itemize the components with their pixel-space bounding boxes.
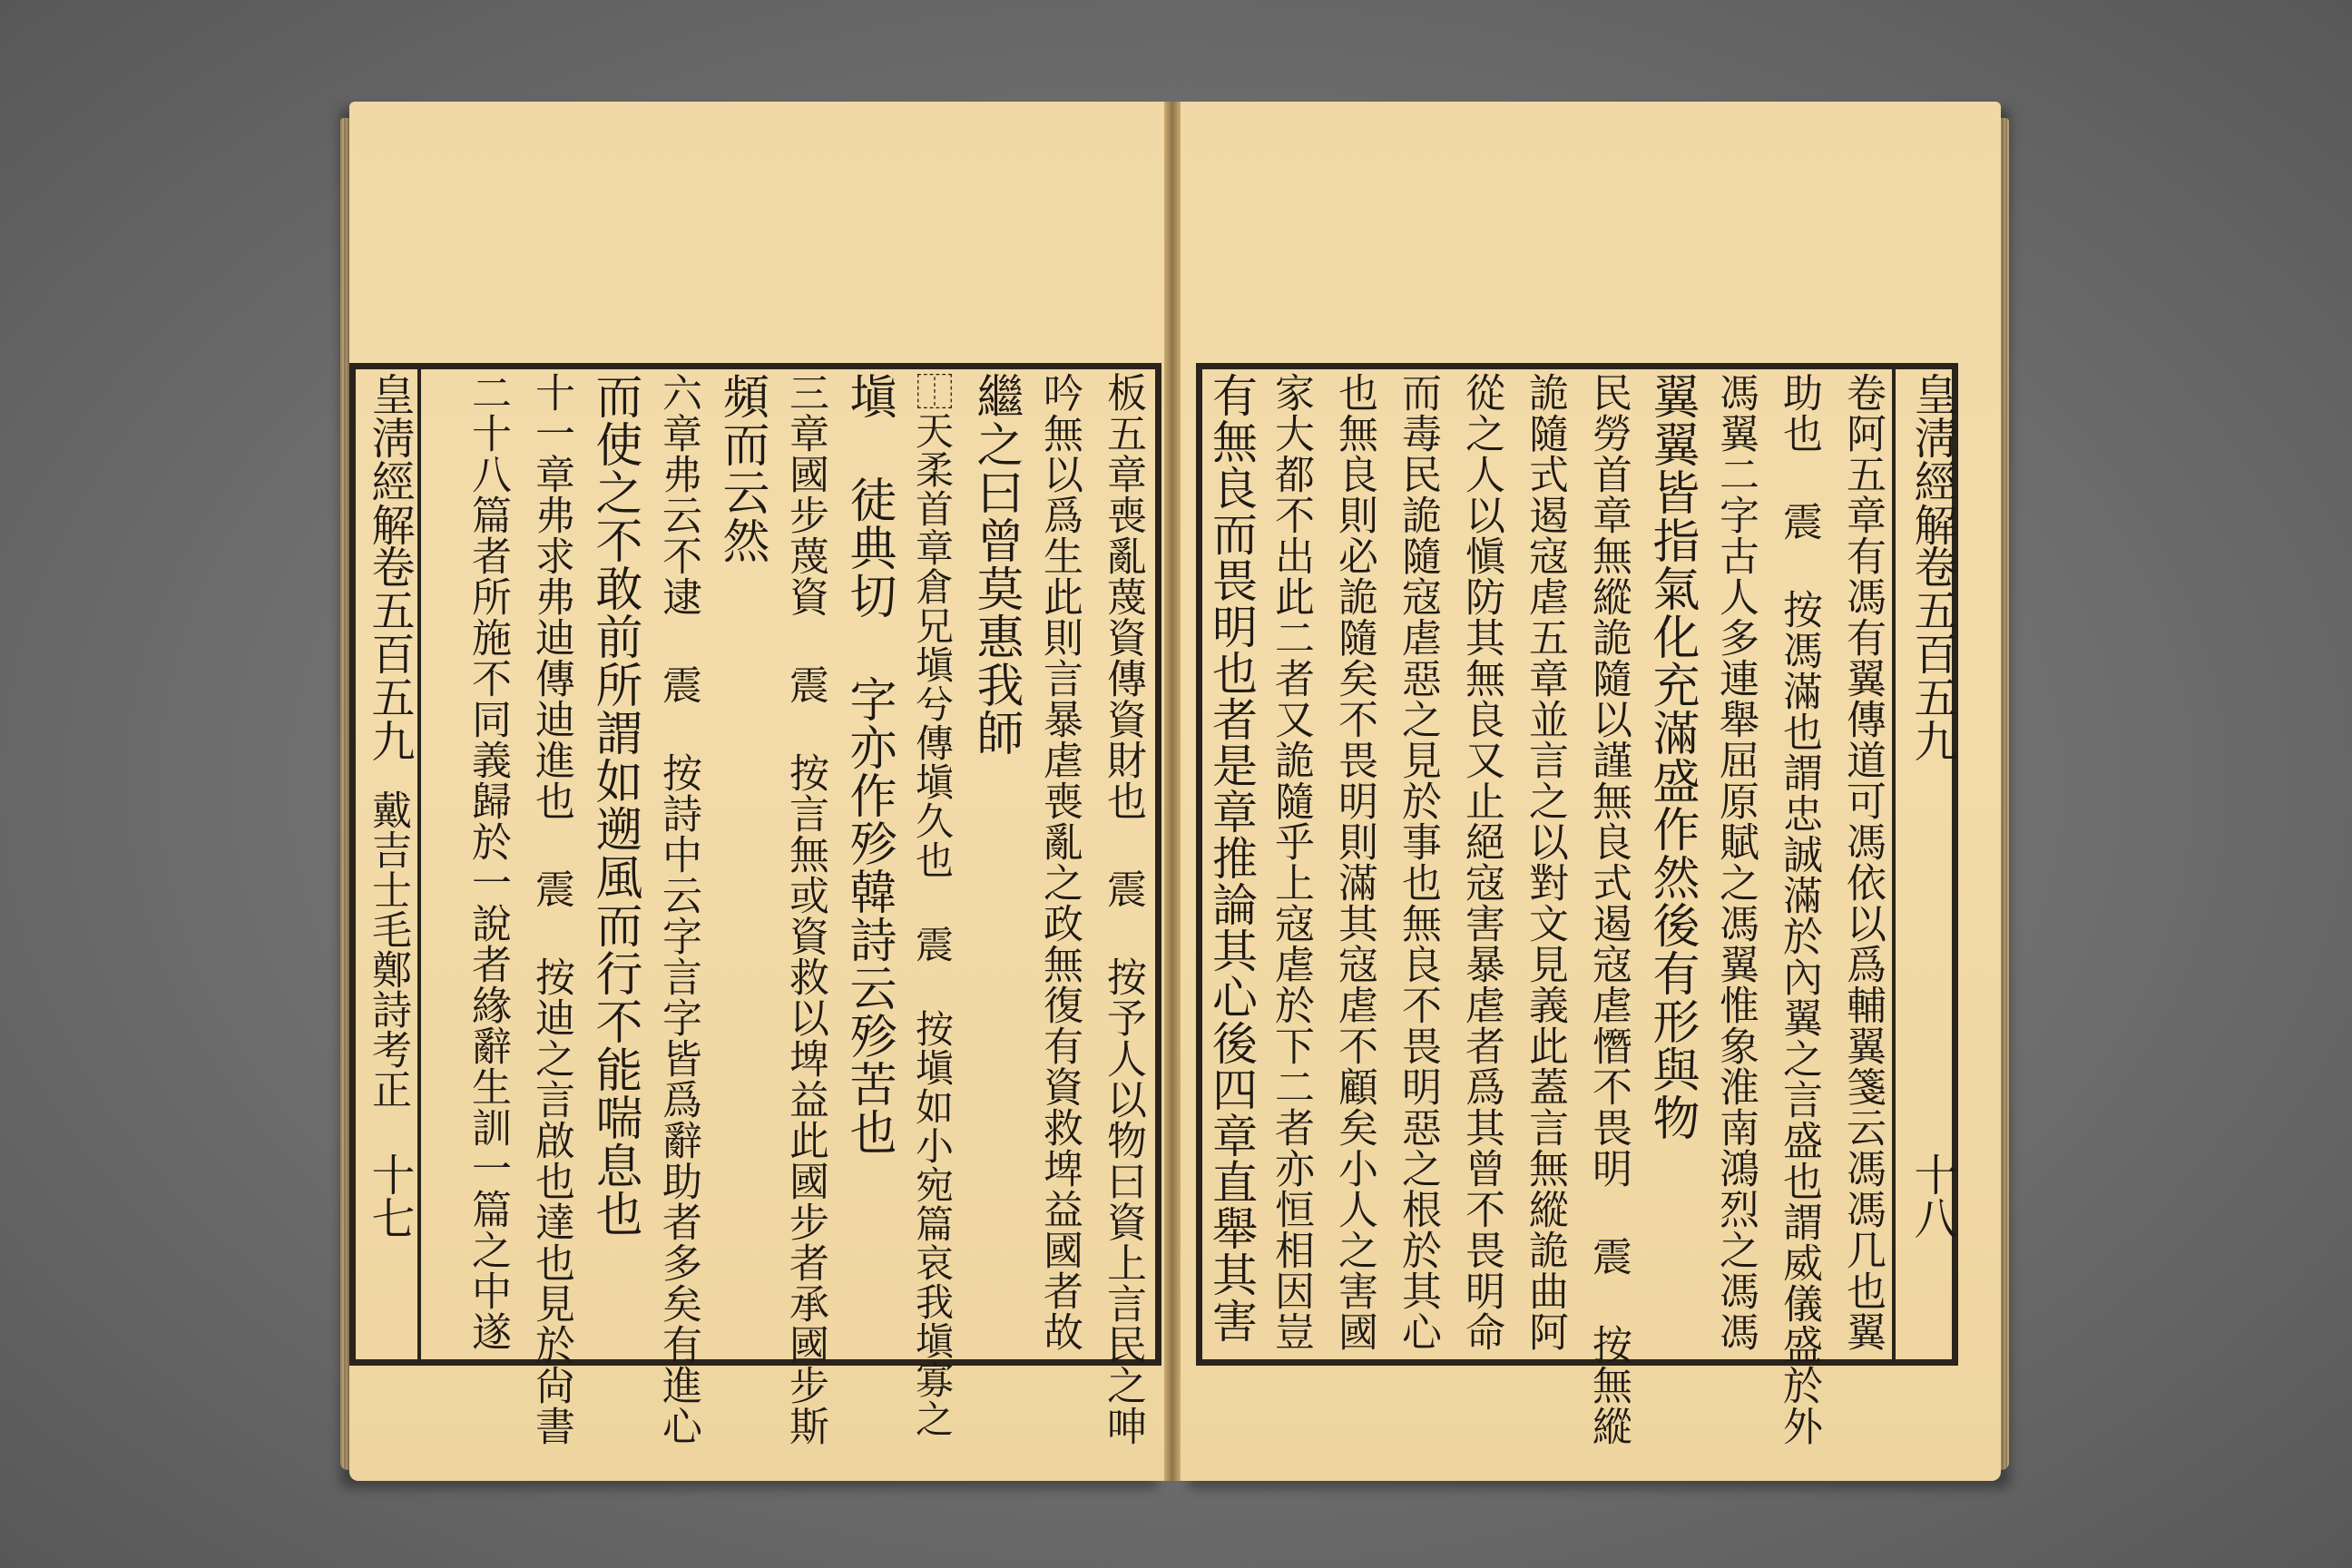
left-column-1: 板五章喪亂蔑資傳資財也 震 按予人以物曰資上言民之呻 bbox=[1100, 372, 1146, 1446]
left-column-10: 十一章弗求弗迪傳迪進也 震 按迪之言啟也達也見於尙書 bbox=[528, 372, 574, 1446]
right-folio-number: 十八 bbox=[1906, 1152, 1957, 1240]
left-column-2: 吟無以爲生此則言暴虐喪亂之政無復有資救埤益國者故 bbox=[1036, 372, 1083, 1352]
left-folio-number: 十七 bbox=[364, 1152, 415, 1240]
left-column-9: 而使之不敢前所謂如遡風而行不能喘息也 bbox=[587, 372, 642, 1238]
left-margin-title: 皇淸經解 bbox=[364, 372, 415, 546]
right-column-2: 助也 震 按馮滿也謂忠誠滿於內翼之言盛也謂威儀盛於外 bbox=[1776, 372, 1822, 1446]
left-column-5: 塡 徒典切 字亦作殄韓詩云殄苦也 bbox=[841, 372, 896, 1156]
left-column-4: ⿰天柔首章倉兄塡兮傳塡久也 震 按塡如小宛篇哀我塡寡之 bbox=[910, 372, 955, 1438]
right-column-1: 卷阿五章有馮有翼傳道可馮依以爲輔翼箋云馮馮几也翼 bbox=[1839, 372, 1886, 1352]
left-column-8: 六章弗云不逮 震 按詩中云字言字皆爲辭助者多矣有進心 bbox=[655, 372, 701, 1446]
right-column-7: 從之人以愼防其無良又止絕寇害暴虐者爲其曾不畏明命 bbox=[1458, 372, 1504, 1352]
right-column-3: 馮翼二字古人多連舉屈原賦之馮翼惟象淮南鴻烈之馮馮 bbox=[1712, 372, 1759, 1352]
right-column-4: 翼翼皆指氣化充滿盛作然後有形與物 bbox=[1644, 372, 1699, 1142]
right-margin-title: 皇淸經解 bbox=[1906, 372, 1957, 546]
left-margin-work: 戴吉士毛鄭詩考正 bbox=[365, 789, 411, 1109]
left-margin-volume: 卷五百五九 bbox=[364, 544, 415, 762]
right-column-8: 而毒民詭隨寇虐惡之見於事也無良不畏明惡之根於其心 bbox=[1395, 372, 1441, 1352]
right-column-9: 也無良則必詭隨矣不畏明則滿其寇虐不顧矣小人之害國 bbox=[1331, 372, 1377, 1352]
left-column-3: 繼之曰曾莫惠我師 bbox=[968, 372, 1023, 757]
right-column-5: 民勞首章無縱詭隨以謹無良式遏寇虐憯不畏明 震 按無縱 bbox=[1585, 372, 1632, 1446]
right-margin-volume: 卷五百五九 bbox=[1906, 544, 1957, 762]
right-column-10: 家大都不出此二者又詭隨乎上寇虐於下二者亦恒相因豈 bbox=[1268, 372, 1314, 1352]
right-column-11: 有無良而畏明也者是章推論其心後四章直舉其害 bbox=[1205, 372, 1258, 1344]
book-spine bbox=[1164, 102, 1181, 1481]
left-column-11: 二十八篇者所施不同義歸於一說者緣辭生訓一篇之中遂 bbox=[465, 372, 511, 1352]
right-margin-rule bbox=[1892, 363, 1896, 1366]
left-column-7: 頻而云然 bbox=[714, 372, 769, 564]
right-column-6: 詭隨式遏寇虐五章並言之以對文見義此蓋言無縱詭曲阿 bbox=[1522, 372, 1568, 1352]
left-column-6: 三章國步蔑資 震 按言無或資救以埤益此國步者承國步斯 bbox=[782, 372, 828, 1446]
